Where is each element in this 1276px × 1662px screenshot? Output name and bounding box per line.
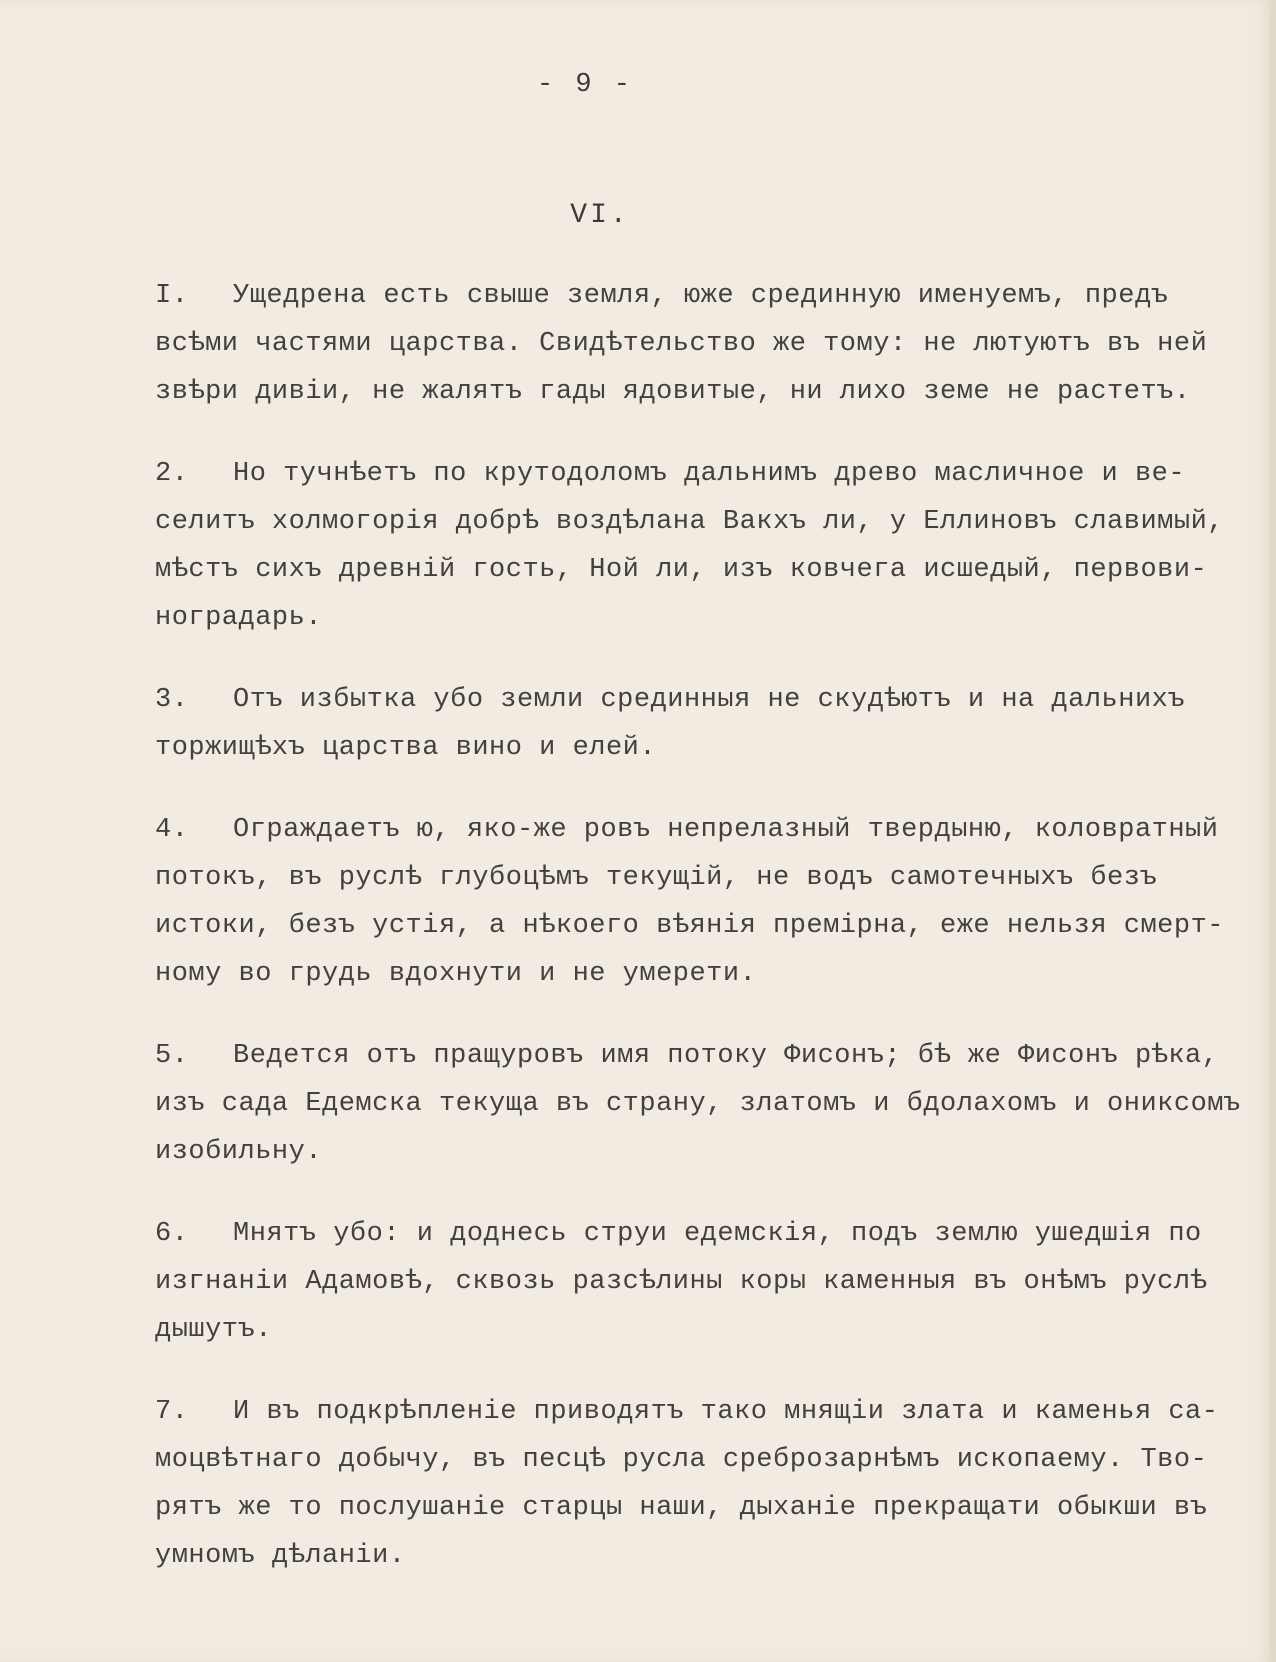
paragraph-line: мѣстъ сихъ древній гость, Ной ли, изъ ковчега исшедый, первови- bbox=[155, 555, 1208, 585]
paragraph-number: 2. bbox=[155, 459, 189, 489]
paragraph-line bbox=[155, 806, 1235, 854]
line-text: Ограждаетъ ю, яко-же ровъ непрелазный твердыню, коловратный bbox=[233, 815, 1219, 845]
paragraph-line: умномъ дѣланіи. bbox=[155, 1541, 406, 1571]
paragraph-line bbox=[155, 1032, 1235, 1080]
paragraph-number: 3. bbox=[155, 685, 189, 715]
body-text bbox=[155, 272, 1241, 1614]
paragraph-line: изъ сада Едемска текуща въ страну, златомъ и бдолахомъ и ониксомъ bbox=[155, 1089, 1241, 1119]
paragraph-line bbox=[155, 676, 1235, 724]
line-text: Ущедрена есть свыше земля, юже срединную именуемъ, предъ bbox=[233, 281, 1169, 311]
paragraph-line: всѣми частями царства. Свидѣтельство же тому: не лютуютъ въ ней bbox=[155, 329, 1208, 359]
paragraph-line: селитъ холмогорія добрѣ воздѣлана Вакхъ ли, у Еллиновъ славимый, bbox=[155, 507, 1224, 537]
paragraph-1 bbox=[155, 272, 1235, 416]
paragraph-number: 7. bbox=[155, 1397, 189, 1427]
line-text: Ведется отъ пращуровъ имя потоку Фисонъ; бѣ же Фисонъ рѣка, bbox=[233, 1041, 1219, 1071]
paragraph-line: изгнаніи Адамовѣ, сквозь разсѣлины коры каменныя въ онѣмъ руслѣ bbox=[155, 1267, 1208, 1297]
paragraph-line bbox=[155, 1210, 1235, 1258]
paragraph-number: I. bbox=[155, 281, 189, 311]
paper-edge bbox=[1270, 0, 1276, 1662]
paragraph-line: моцвѣтнаго добычу, въ песцѣ русла среброзарнѣмъ ископаему. Тво- bbox=[155, 1445, 1208, 1475]
line-text: Но тучнѣетъ по крутодоломъ дальнимъ древо масличное и ве- bbox=[233, 459, 1186, 489]
paragraph-line: рятъ же то послушаніе старцы наши, дыханіе прекращати обыкши въ bbox=[155, 1493, 1208, 1523]
paragraph-7 bbox=[155, 1388, 1235, 1580]
line-text: Мнятъ убо: и доднесь струи едемскія, подъ землю ушедшія по bbox=[233, 1219, 1202, 1249]
paragraph-number: 5. bbox=[155, 1041, 189, 1071]
paragraph-line bbox=[155, 1388, 1235, 1436]
page-number: - 9 - bbox=[536, 70, 633, 100]
paragraph-line: истоки, безъ устія, а нѣкоего вѣянія премірна, еже нельзя смерт- bbox=[155, 911, 1224, 941]
paragraph-line: ному во грудь вдохнути и не умерети. bbox=[155, 959, 757, 989]
line-text: И въ подкрѣпленіе приводятъ тако мнящіи злата и каменья са- bbox=[233, 1397, 1219, 1427]
line-text: Отъ избытка убо земли срединныя не скудѣютъ и на дальнихъ bbox=[233, 685, 1186, 715]
paragraph-4 bbox=[155, 806, 1235, 998]
paragraph-line: изобильну. bbox=[155, 1137, 323, 1167]
paragraph-number: 6. bbox=[155, 1219, 189, 1249]
paragraph-2 bbox=[155, 450, 1235, 642]
paragraph-line: ноградарь. bbox=[155, 603, 323, 633]
paragraph-number: 4. bbox=[155, 815, 189, 845]
paragraph-5 bbox=[155, 1032, 1241, 1176]
paragraph-line: торжищѣхъ царства вино и елей. bbox=[155, 733, 657, 763]
paragraph-6 bbox=[155, 1210, 1235, 1354]
section-title: VI. bbox=[570, 200, 630, 231]
paragraph-line: дышутъ. bbox=[155, 1315, 272, 1345]
paragraph-line: звѣри дивіи, не жалятъ гады ядовитые, ни лихо земе не растетъ. bbox=[155, 377, 1191, 407]
paragraph-line bbox=[155, 272, 1235, 320]
paragraph-line: потокъ, въ руслѣ глубоцѣмъ текущій, не водъ самотечныхъ безъ bbox=[155, 863, 1158, 893]
paragraph-line bbox=[155, 450, 1235, 498]
paragraph-3 bbox=[155, 676, 1235, 772]
